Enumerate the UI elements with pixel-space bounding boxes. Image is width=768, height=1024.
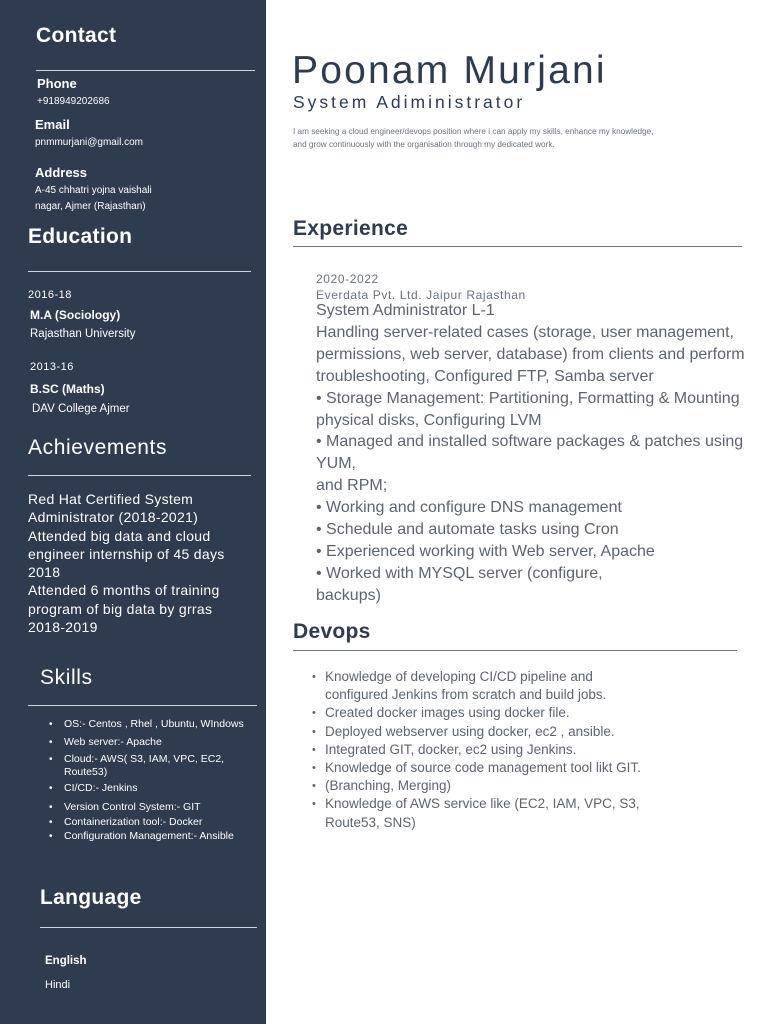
achievement-line: 2018-2019	[28, 619, 98, 636]
experience-line: backups)	[316, 586, 381, 604]
contact-heading: Contact	[36, 24, 117, 47]
experience-years: 2020-2022	[316, 272, 379, 286]
experience-divider	[293, 246, 742, 247]
devops-item: • Deployed webserver using docker, ec2 , ansible.	[325, 723, 745, 741]
skill-item: • OS:- Centos , Rhel , Ubuntu, WIndows	[28, 718, 266, 731]
devops-item: configured Jenkins from scratch and build jobs.	[325, 687, 607, 703]
skill-item: • Web server:- Apache	[28, 736, 266, 749]
summary-line: and grow continuously with the organisation through my dedicated work.	[293, 140, 555, 149]
devops-item: • Integrated GIT, docker, ec2 using Jenkins.	[325, 741, 745, 759]
experience-line: • Worked with MYSQL server (configure,	[316, 564, 603, 582]
language-item: Hindi	[45, 979, 71, 991]
language-heading: Language	[40, 886, 142, 909]
phone-label: Phone	[37, 76, 77, 91]
experience-line: • Experienced working with Web server, Apache	[316, 542, 655, 560]
achievement-line: program of big data by grras	[28, 600, 213, 617]
devops-item: Route53, SNS)	[325, 814, 416, 830]
achievement-line: engineer internship of 45 days	[28, 545, 225, 562]
education-degree: B.SC (Maths)	[30, 382, 105, 396]
education-heading: Education	[28, 225, 133, 248]
experience-line: physical disks, Configuring LVM	[316, 411, 542, 429]
address-label: Address	[35, 165, 88, 180]
achievements-list	[28, 490, 225, 636]
achievements-divider	[28, 475, 251, 476]
skills-divider	[28, 705, 257, 706]
education-divider	[28, 271, 251, 272]
education-years: 2013-16	[30, 361, 74, 373]
address-line-1: A-45 chhatri yojna vaishali	[35, 185, 152, 196]
phone-value[interactable]: +918949202686	[37, 96, 110, 107]
summary-line: I am seeking a cloud engineer/devops position where i can apply my skills, enhance my knowledge,	[293, 127, 654, 136]
achievement-line: 2018	[28, 564, 61, 581]
devops-item: • Created docker images using docker file.	[325, 704, 745, 722]
experience-details	[316, 300, 766, 607]
sidebar	[0, 0, 266, 1024]
devops-item: • (Branching, Merging)	[325, 777, 745, 795]
skill-item: • Containerization tool:- Docker	[28, 816, 266, 829]
candidate-role: System Adiministrator	[293, 92, 526, 112]
achievement-line: Attended 6 months of training	[28, 582, 220, 599]
education-school: DAV College Ajmer	[32, 403, 130, 415]
skill-item: • Cloud:- AWS( S3, IAM, VPC, EC2, Route53)	[28, 753, 236, 779]
email-value[interactable]: pnmmurjani@gmail.com	[35, 137, 143, 148]
devops-list	[325, 668, 745, 832]
devops-divider	[293, 650, 737, 651]
candidate-name: Poonam Murjani	[292, 49, 607, 92]
address-line-2: nagar, Ajmer (Rajasthan)	[35, 201, 146, 212]
experience-line: Handling server-related cases (storage, user management,	[316, 323, 734, 341]
experience-company: Everdata Pvt. Ltd. Jaipur Rajasthan	[316, 288, 526, 302]
education-years: 2016-18	[28, 289, 72, 301]
experience-line: permissions, web server, database) from clients and perform	[316, 345, 745, 363]
devops-item: • Knowledge of AWS service like (EC2, IAM, VPC, S3,	[325, 795, 745, 813]
devops-heading: Devops	[293, 620, 371, 643]
skills-list	[28, 718, 266, 845]
skill-item: • Configuration Management:- Ansible	[28, 830, 266, 843]
summary	[293, 125, 753, 151]
contact-divider	[36, 70, 255, 71]
experience-line: System Administrator L-1	[316, 302, 495, 319]
experience-line: • Storage Management: Partitioning, Formatting & Mounting	[316, 389, 740, 407]
achievements-heading: Achievements	[28, 436, 168, 459]
skill-item: • CI/CD:- Jenkins	[28, 782, 266, 795]
education-school: Rajasthan University	[30, 328, 136, 340]
experience-line: and RPM;	[316, 477, 388, 495]
experience-heading: Experience	[293, 217, 409, 240]
language-divider	[40, 927, 257, 928]
skills-heading: Skills	[40, 666, 93, 689]
language-item: English	[45, 955, 87, 967]
achievement-line: Attended big data and cloud	[28, 527, 211, 544]
achievement-line: Red Hat Certified System	[28, 491, 194, 507]
experience-line: • Working and configure DNS management	[316, 499, 622, 517]
experience-line: troubleshooting, Configured FTP, Samba server	[316, 367, 654, 385]
experience-line: • Schedule and automate tasks using Cron	[316, 521, 619, 539]
education-degree: M.A (Sociology)	[30, 308, 121, 322]
achievement-line: Administrator (2018-2021)	[28, 509, 199, 526]
experience-line: YUM,	[316, 455, 356, 473]
devops-item: • Knowledge of source code management tool likt GIT.	[325, 759, 745, 777]
email-label: Email	[35, 117, 70, 132]
experience-line: • Managed and installed software packages & patches using	[316, 433, 744, 451]
devops-item: • Knowledge of developing CI/CD pipeline and	[325, 668, 745, 686]
skill-item: • Version Control System:- GIT	[28, 801, 266, 814]
